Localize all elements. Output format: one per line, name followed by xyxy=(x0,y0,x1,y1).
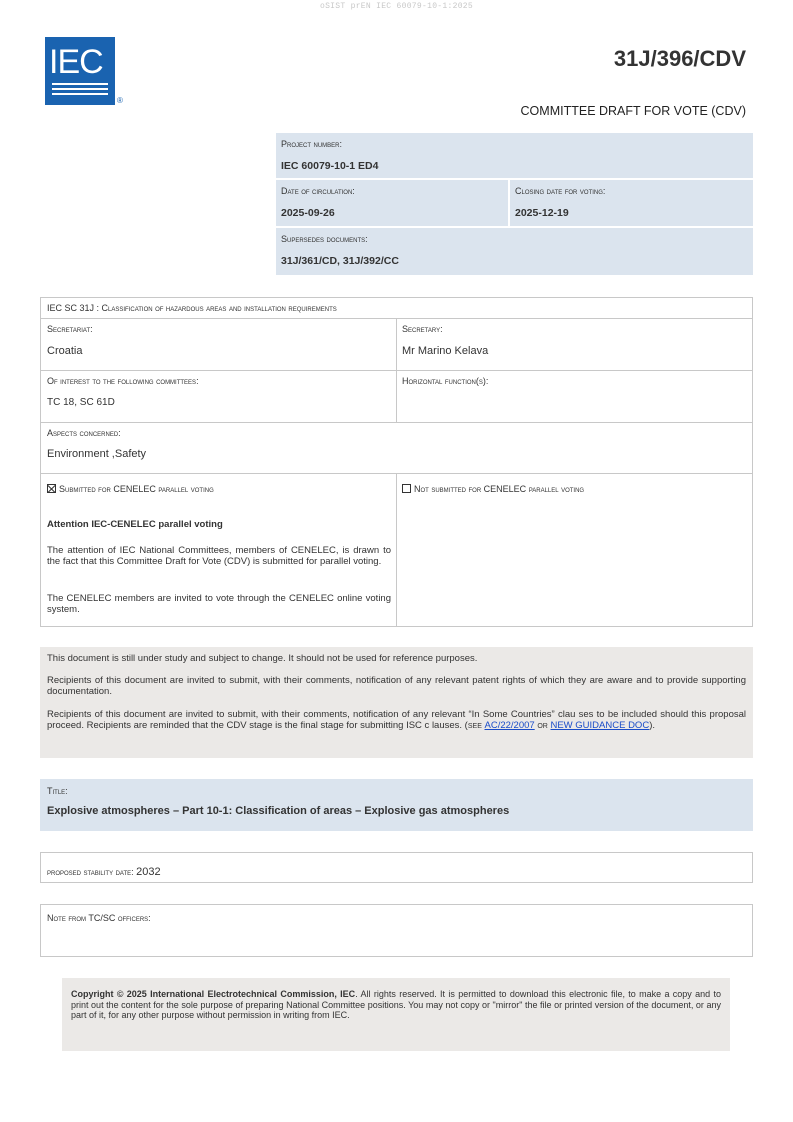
registered-mark: ® xyxy=(117,96,123,105)
interest-label: Of interest to the following committees: xyxy=(47,376,199,386)
committee-name: IEC SC 31J : Classification of hazardous areas and installation requirements xyxy=(47,303,337,313)
secretary: Mr Marino Kelava xyxy=(402,345,489,357)
document-type: COMMITTEE DRAFT FOR VOTE (CDV) xyxy=(520,104,746,118)
logo-text: IEC xyxy=(49,43,103,81)
document-number: 31J/396/CDV xyxy=(613,46,746,71)
aspects: Environment ,Safety xyxy=(47,448,147,460)
secretary-label: Secretary: xyxy=(402,324,443,334)
note-box xyxy=(40,904,753,957)
iec-logo xyxy=(45,37,115,105)
notice-p1: This document is still under study and subject to change. It should not be used for reference purposes. xyxy=(47,653,478,664)
project-number-label: Project number: xyxy=(281,139,343,149)
secretariat-label: Secretariat: xyxy=(47,324,93,334)
title-label: Title: xyxy=(47,786,68,796)
stability-date: proposed stability date: 2032 xyxy=(47,866,161,878)
submitted-checkbox[interactable]: Submitted for CENELEC parallel voting xyxy=(47,484,214,494)
interest-committees: TC 18, SC 61D xyxy=(47,397,115,408)
members-text: The CENELEC members are invited to vote through the CENELEC online voting system. xyxy=(47,593,391,615)
notice-box xyxy=(40,647,753,758)
link-new-guidance-doc[interactable]: NEW GUIDANCE DOC xyxy=(550,720,650,731)
checked-box-icon xyxy=(47,484,56,493)
circulation-date: 2025-09-26 xyxy=(281,207,335,219)
secretariat: Croatia xyxy=(47,345,83,357)
closing-cell xyxy=(510,180,753,226)
project-number: IEC 60079-10-1 ED4 xyxy=(281,160,379,172)
document-title: Explosive atmospheres – Part 10-1: Classification of areas – Explosive gas atmospheres xyxy=(47,805,510,817)
watermark: oSIST prEN IEC 60079-10-1:2025 xyxy=(319,2,474,11)
empty-box-icon xyxy=(402,484,411,493)
horizontal-label: Horizontal function(s): xyxy=(402,376,489,386)
notice-p2: Recipients of this document are invited to submit, with their comments, notification of any relevant patent rights of which they are aware and to provide supporting documentation. xyxy=(47,675,746,697)
supersedes-label: Supersedes documents: xyxy=(281,234,368,244)
project-number-cell xyxy=(276,133,753,178)
attention-title: Attention IEC-CENELEC parallel voting xyxy=(47,519,223,530)
attention-text: The attention of IEC National Committees, members of CENELEC, is drawn to the fact that this Committee Draft for Vote (CDV) is submitted for parallel voting. xyxy=(47,545,391,567)
supersedes-cell xyxy=(276,228,753,275)
notice-p3: Recipients of this document are invited to submit, with their comments, notification of any relevant “In Some Countries” clau ses to be included should this proposal proceed. Recipients are reminded that the CDV stage is the final stage for submitting ISC c lauses. (see AC/22/2007 or NEW GUIDANCE DOC). xyxy=(47,709,746,731)
circulation-label: Date of circulation: xyxy=(281,186,355,196)
circulation-cell xyxy=(276,180,508,226)
closing-date: 2025-12-19 xyxy=(515,207,569,219)
aspects-label: Aspects concerned: xyxy=(47,428,121,438)
note-label: Note from TC/SC officers: xyxy=(47,913,151,923)
link-ac-22-2007[interactable]: AC/22/2007 xyxy=(484,720,535,731)
not-submitted-checkbox[interactable]: Not submitted for CENELEC parallel voting xyxy=(402,484,584,494)
copyright-text: Copyright © 2025 International Electrotechnical Commission, IEC. All rights reserved. It is permitted to download this electronic file, to make a copy and to print out the content for the sole purpose of preparing National Committee positions. You may not copy or "mirror" the file or printed version of the document, or any part of it, for any other purpose without permission in writing from IEC. xyxy=(71,989,721,1020)
closing-label: Closing date for voting: xyxy=(515,186,606,196)
copyright-box xyxy=(62,978,730,1051)
title-box xyxy=(40,779,753,831)
stability-box xyxy=(40,852,753,883)
supersedes-docs: 31J/361/CD, 31J/392/CC xyxy=(281,255,399,267)
